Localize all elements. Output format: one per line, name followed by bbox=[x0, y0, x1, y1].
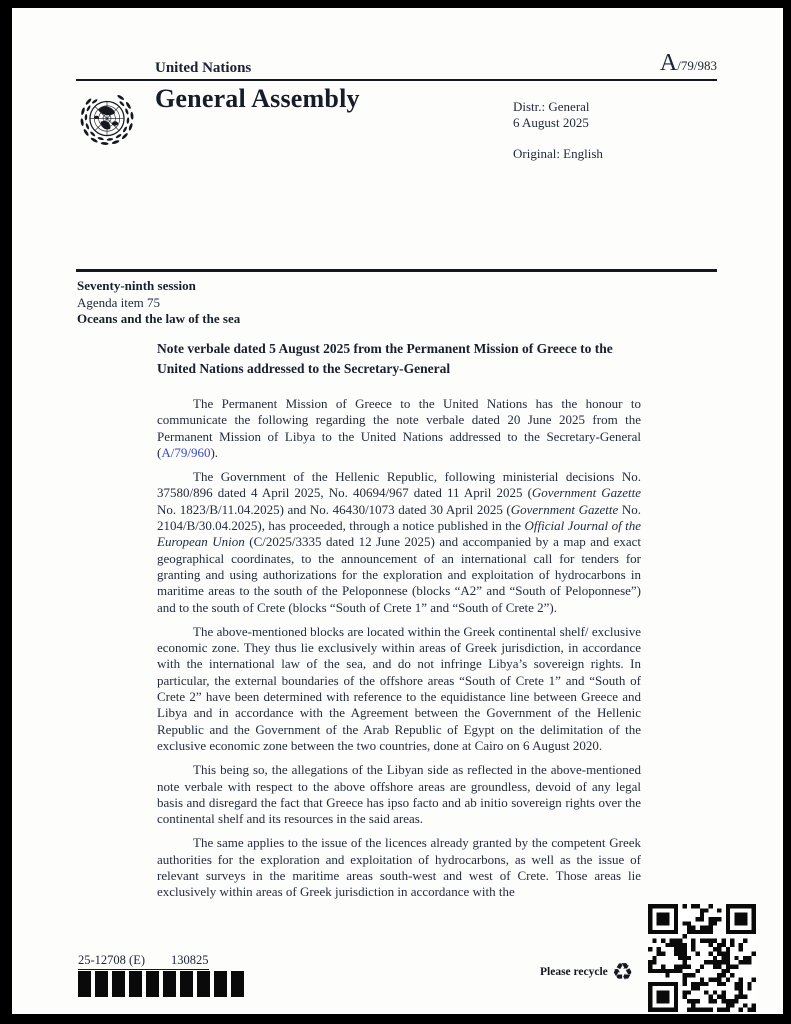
un-emblem-icon bbox=[76, 86, 138, 156]
distr-line: Distr.: General bbox=[513, 99, 590, 114]
footer-date-code: 130825 bbox=[171, 953, 209, 967]
document-symbol-letter: A bbox=[659, 50, 678, 76]
document-symbol-number: /79/983 bbox=[677, 58, 717, 73]
body-name-heading: General Assembly bbox=[155, 84, 360, 113]
paragraph bbox=[157, 835, 641, 900]
italic-text: Official Journal of the European Union bbox=[157, 518, 642, 550]
session-number: Seventy-ninth session bbox=[77, 278, 196, 293]
original-language: Original: English bbox=[513, 146, 603, 161]
document-symbol-link[interactable]: A/79/960 bbox=[161, 444, 211, 460]
recycle-label: Please recycle bbox=[540, 966, 608, 978]
text-run: The Government of the Hellenic Republic, following ministerial decisions No. 37580/896 dated 4 April 2025, No. 40694/967 dated 11 April 2025 ( bbox=[157, 469, 641, 501]
footer-job-number: 25-12708 (E) bbox=[78, 953, 145, 967]
text-run: The same applies to the issue of the licences already granted by the competent Greek authorities for the exploration and exploitation of hydrocarbons, as well as the issue of relevant surveys in the maritime areas south-west and west of Crete. Those areas lie exclusively within areas of Greek jurisdiction in accordance with the bbox=[157, 835, 641, 900]
paragraph bbox=[157, 762, 641, 827]
footer-job-block bbox=[78, 953, 244, 997]
paragraph bbox=[157, 624, 641, 754]
italic-text: Government Gazette bbox=[531, 485, 641, 501]
org-name: United Nations bbox=[155, 60, 252, 76]
document-body bbox=[157, 396, 641, 901]
agenda-item: Agenda item 75 bbox=[77, 294, 161, 310]
agenda-title: Oceans and the law of the sea bbox=[77, 311, 241, 326]
qr-code bbox=[648, 904, 756, 1012]
text-run: ). bbox=[210, 444, 219, 460]
session-block bbox=[77, 278, 240, 328]
text-run: No. 1823/B/11.04.2025) and No. 46430/1073 dated 30 April 2025 ( bbox=[157, 501, 511, 517]
recycle-icon: ♻ bbox=[611, 958, 634, 986]
text-run: This being so, the allegations of the Libyan side as reflected in the above-mentioned note verbale with respect to the above offshore areas are groundless, devoid of any legal basis and disregard the fact that Greece has ipso facto and ab initio sovereign rights over the continental shelf and its resources in the said areas. bbox=[157, 762, 641, 827]
distr-date: 6 August 2025 bbox=[513, 115, 589, 130]
text-run: No. 2104/B/30.04.2025), has proceeded, through a notice published in the bbox=[157, 501, 642, 534]
session-rule bbox=[76, 269, 717, 272]
barcode bbox=[78, 971, 244, 997]
document-body-column bbox=[157, 339, 641, 909]
text-run: (C/2025/3335 dated 12 June 2025) and accompanied by a map and exact geographical coordinates, to the announcement of an international call for tenders for granting and using authorizations for the exploration and exploitation of hydrocarbons in maritime areas to the south of the Peloponnese (blocks “A2” and “South of Peloponnese”) and to the south of Crete (blocks “South of Crete 1” and “South of Crete 2”). bbox=[157, 534, 641, 615]
recycle-area bbox=[540, 960, 633, 984]
document-symbol bbox=[660, 50, 717, 77]
document-page bbox=[12, 8, 783, 1014]
document-header bbox=[76, 50, 717, 77]
document-title: Note verbale dated 5 August 2025 from the Permanent Mission of Greece to the United Nations addressed to the Secretary-General bbox=[157, 341, 613, 376]
paragraph bbox=[157, 469, 641, 616]
footer-job-line bbox=[78, 953, 209, 970]
text-run: The Permanent Mission of Greece to the United Nations has the honour to communicate the following regarding the note verbale dated 20 June 2025 from the Permanent Mission of Libya to the United Nations addressed to the Secretary-General ( bbox=[157, 396, 641, 460]
text-run: The above-mentioned blocks are located within the Greek continental shelf/ exclusive economic zone. They thus lie exclusively within areas of Greek jurisdiction, in accordance with the international law of the sea, and do not infringe Libya’s sovereign rights. In particular, the external boundaries of the offshore areas “South of Crete 1” and “South of Crete 2” have been determined with reference to the equidistance line between Greece and Libya and in accordance with the Agreement between the Government of the Hellenic Republic and the Government of the Arab Republic of Egypt on the delimitation of the exclusive economic zone between the two countries, done at Cairo on 6 August 2020. bbox=[157, 623, 641, 753]
paragraph bbox=[157, 396, 641, 461]
italic-text: Government Gazette bbox=[510, 501, 619, 517]
distribution-block bbox=[513, 99, 603, 162]
header-rule bbox=[76, 79, 717, 81]
